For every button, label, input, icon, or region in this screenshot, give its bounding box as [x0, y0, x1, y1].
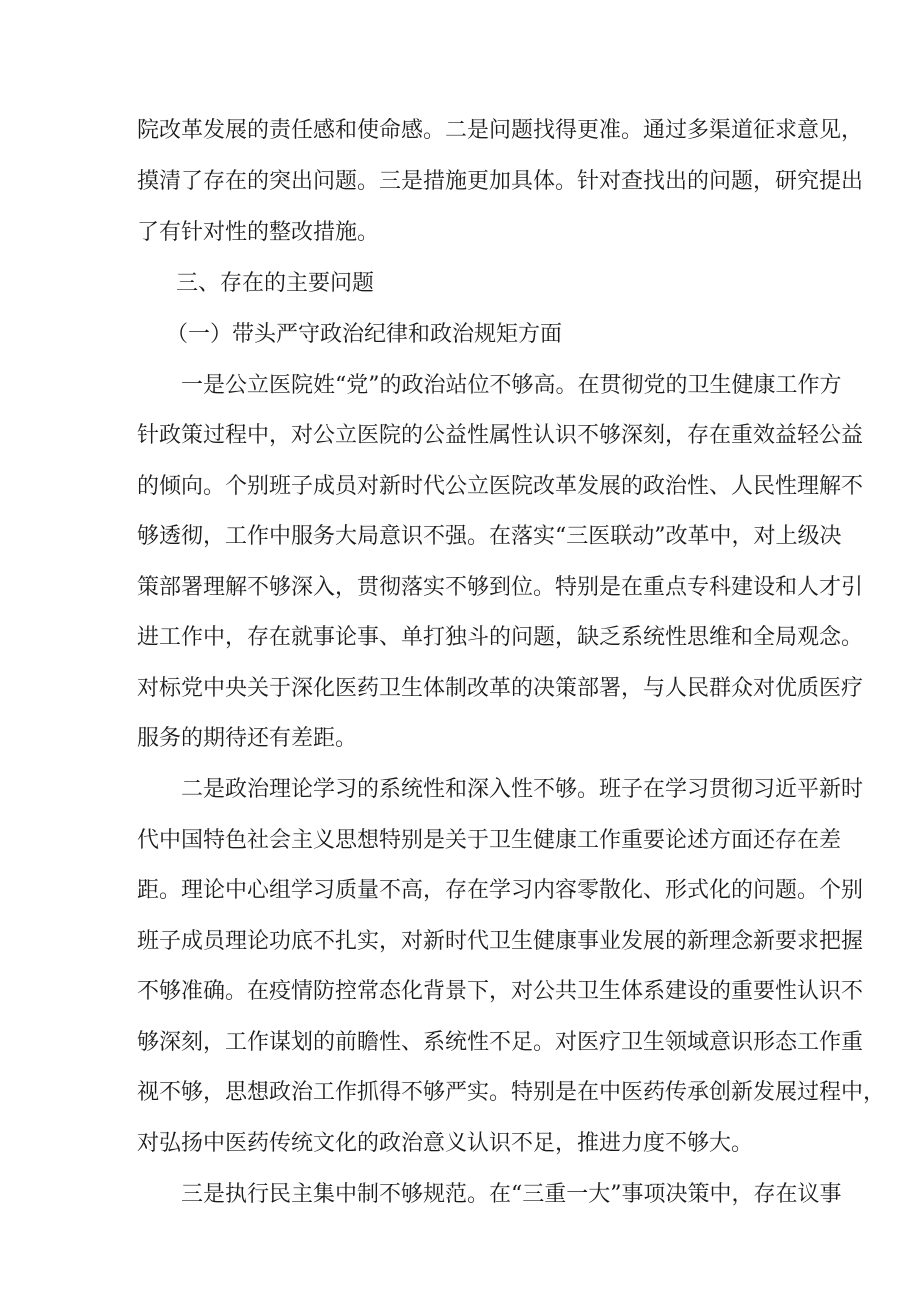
- section-heading: 三、存在的主要问题: [176, 271, 375, 296]
- paragraph-line: 班子成员理论功底不扎实，对新时代卫生健康事业发展的新理念新要求把握: [137, 929, 864, 954]
- paragraph-line: 视不够，思想政治工作抓得不够严实。特别是在中医药传承创新发展过程中，: [137, 1080, 886, 1105]
- paragraph-line: 的倾向。个别班子成员对新时代公立医院改革发展的政治性、人民性理解不: [137, 474, 864, 499]
- paragraph-line: 够透彻，工作中服务大局意识不强。在落实“三医联动”改革中，对上级决: [137, 524, 842, 549]
- paragraph-line: 了有针对性的整改措施。: [137, 220, 380, 245]
- paragraph-line: 够深刻，工作谋划的前瞻性、系统性不足。对医疗卫生领域意识形态工作重: [137, 1030, 864, 1055]
- subsection-heading: （一）带头严守政治纪律和政治规矩方面: [166, 322, 563, 347]
- paragraph-line: 对弘扬中医药传统文化的政治意义认识不足，推进力度不够大。: [137, 1131, 754, 1156]
- paragraph-line: 策部署理解不够深入，贯彻落实不够到位。特别是在重点专科建设和人才引: [137, 575, 864, 600]
- paragraph-line: 距。理论中心组学习质量不高，存在学习内容零散化、形式化的问题。个别: [137, 878, 864, 903]
- paragraph-line: 摸清了存在的突出问题。三是措施更加具体。针对查找出的问题，研究提出: [137, 169, 864, 194]
- paragraph-line: 三是执行民主集中制不够规范。在“三重一大”事项决策中，存在议事: [181, 1182, 842, 1207]
- paragraph-line: 二是政治理论学习的系统性和深入性不够。班子在学习贯彻习近平新时: [181, 777, 864, 802]
- paragraph-line: 服务的期待还有差距。: [137, 726, 358, 751]
- paragraph-line: 代中国特色社会主义思想特别是关于卫生健康工作重要论述方面还存在差: [137, 828, 842, 853]
- paragraph-line: 针政策过程中，对公立医院的公益性属性认识不够深刻，存在重效益轻公益: [137, 423, 864, 448]
- paragraph-line: 不够准确。在疫情防控常态化背景下，对公共卫生体系建设的重要性认识不: [137, 979, 864, 1004]
- paragraph-line: 进工作中，存在就事论事、单打独斗的问题，缺乏系统性思维和全局观念。: [137, 625, 864, 650]
- paragraph-line: 一是公立医院姓“党”的政治站位不够高。在贯彻党的卫生健康工作方: [181, 373, 842, 398]
- paragraph-line: 院改革发展的责任感和使命感。二是问题找得更准。通过多渠道征求意见，: [137, 118, 864, 143]
- paragraph-line: 对标党中央关于深化医药卫生体制改革的决策部署，与人民群众对优质医疗: [137, 676, 864, 701]
